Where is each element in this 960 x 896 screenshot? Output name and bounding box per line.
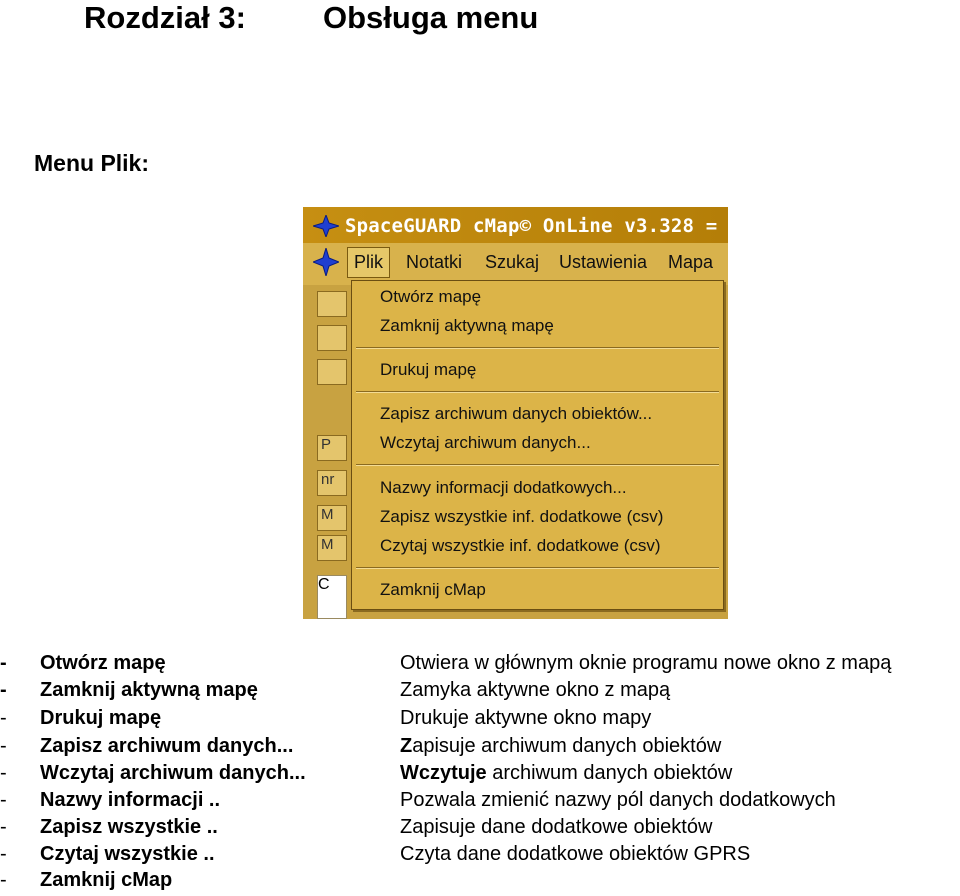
bullet-dash: - xyxy=(0,869,7,891)
command-name: Nazwy informacji .. xyxy=(40,789,221,811)
list-item xyxy=(0,762,960,789)
menuitem-zamknij-cmap[interactable]: Zamknij cMap xyxy=(380,580,486,599)
app-title-bar xyxy=(303,207,728,243)
menu-screenshot xyxy=(303,207,728,619)
blue-star-icon xyxy=(313,215,339,242)
menuitem-nazwy-informacji[interactable]: Nazwy informacji dodatkowych... xyxy=(380,478,627,497)
command-name: Zapisz wszystkie .. xyxy=(40,816,218,838)
bullet-dash: - xyxy=(0,735,7,757)
field-p: P xyxy=(317,435,347,461)
bullet-dash: - xyxy=(0,679,7,701)
command-description: Zapisuje dane dodatkowe obiektów xyxy=(400,816,713,838)
command-description: Czyta dane dodatkowe obiektów GPRS xyxy=(400,843,751,865)
list-item xyxy=(0,789,960,816)
command-description: Drukuje aktywne okno mapy xyxy=(400,707,652,729)
bullet-dash: - xyxy=(0,707,7,729)
command-name: Wczytaj archiwum danych... xyxy=(40,762,306,784)
menu-notatki[interactable]: Notatki xyxy=(406,252,463,272)
bullet-dash: - xyxy=(0,843,7,865)
bullet-dash: - xyxy=(0,789,7,811)
command-description: Otwiera w głównym oknie programu nowe okno z mapą xyxy=(400,652,892,674)
section-title: Menu Plik: xyxy=(34,150,150,176)
app-window-title: SpaceGUARD cMap© OnLine v3.328 = xyxy=(345,215,718,237)
list-item xyxy=(0,679,960,706)
list-item xyxy=(0,843,960,870)
list-entry: M xyxy=(317,535,347,561)
list-item xyxy=(0,707,960,734)
menuitem-drukuj-mape[interactable]: Drukuj mapę xyxy=(380,360,477,379)
bullet-dash: - xyxy=(0,652,7,674)
blue-star-icon xyxy=(313,248,339,281)
command-name: Otwórz mapę xyxy=(40,652,166,674)
toolbar-button xyxy=(317,291,347,317)
command-description: Pozwala zmienić nazwy pól danych dodatkowych xyxy=(400,789,836,811)
list-item xyxy=(0,652,960,679)
toolbar-button xyxy=(317,359,347,385)
app-menubar xyxy=(303,243,728,285)
menu-szukaj[interactable]: Szukaj xyxy=(485,252,540,272)
menuitem-zamknij-aktywna-mape[interactable]: Zamknij aktywną mapę xyxy=(380,316,554,335)
command-description: Wczytuje archiwum danych obiektów xyxy=(400,762,733,784)
field-nr: nr xyxy=(317,470,347,496)
list-item xyxy=(0,816,960,843)
list-item xyxy=(0,735,960,762)
menu-separator xyxy=(356,347,719,349)
toolbar-button xyxy=(317,325,347,351)
menuitem-czytaj-wszystkie[interactable]: Czytaj wszystkie inf. dodatkowe (csv) xyxy=(380,536,661,555)
menuitem-otworz-mape[interactable]: Otwórz mapę xyxy=(380,287,482,306)
command-description: Zapisuje archiwum danych obiektów xyxy=(400,735,722,757)
menu-plik[interactable]: Plik xyxy=(347,247,390,278)
menu-separator xyxy=(356,464,719,466)
menuitem-zapisz-archiwum[interactable]: Zapisz archiwum danych obiektów... xyxy=(380,404,653,423)
menuitem-zapisz-wszystkie[interactable]: Zapisz wszystkie inf. dodatkowe (csv) xyxy=(380,507,664,526)
list-item xyxy=(0,869,960,896)
chapter-label: Rozdział 3: xyxy=(84,0,246,35)
page-title: Obsługa menu xyxy=(323,0,539,35)
command-name: Zamknij aktywną mapę xyxy=(40,679,258,701)
background-window-strip xyxy=(303,285,351,619)
command-name: Zamknij cMap xyxy=(40,869,173,891)
bullet-dash: - xyxy=(0,816,7,838)
command-description: Zamyka aktywne okno z mapą xyxy=(400,679,671,701)
menu-separator xyxy=(356,391,719,393)
menuitem-wczytaj-archiwum[interactable]: Wczytaj archiwum danych... xyxy=(380,433,591,452)
menu-separator xyxy=(356,567,719,569)
plik-dropdown-menu xyxy=(351,280,724,610)
command-name: Zapisz archiwum danych... xyxy=(40,735,294,757)
list-entry: C xyxy=(317,575,347,619)
list-entry: M xyxy=(317,505,347,531)
bullet-dash: - xyxy=(0,762,7,784)
menu-mapa[interactable]: Mapa xyxy=(668,252,714,272)
command-name: Czytaj wszystkie .. xyxy=(40,843,215,865)
menu-ustawienia[interactable]: Ustawienia xyxy=(559,252,648,272)
command-name: Drukuj mapę xyxy=(40,707,162,729)
